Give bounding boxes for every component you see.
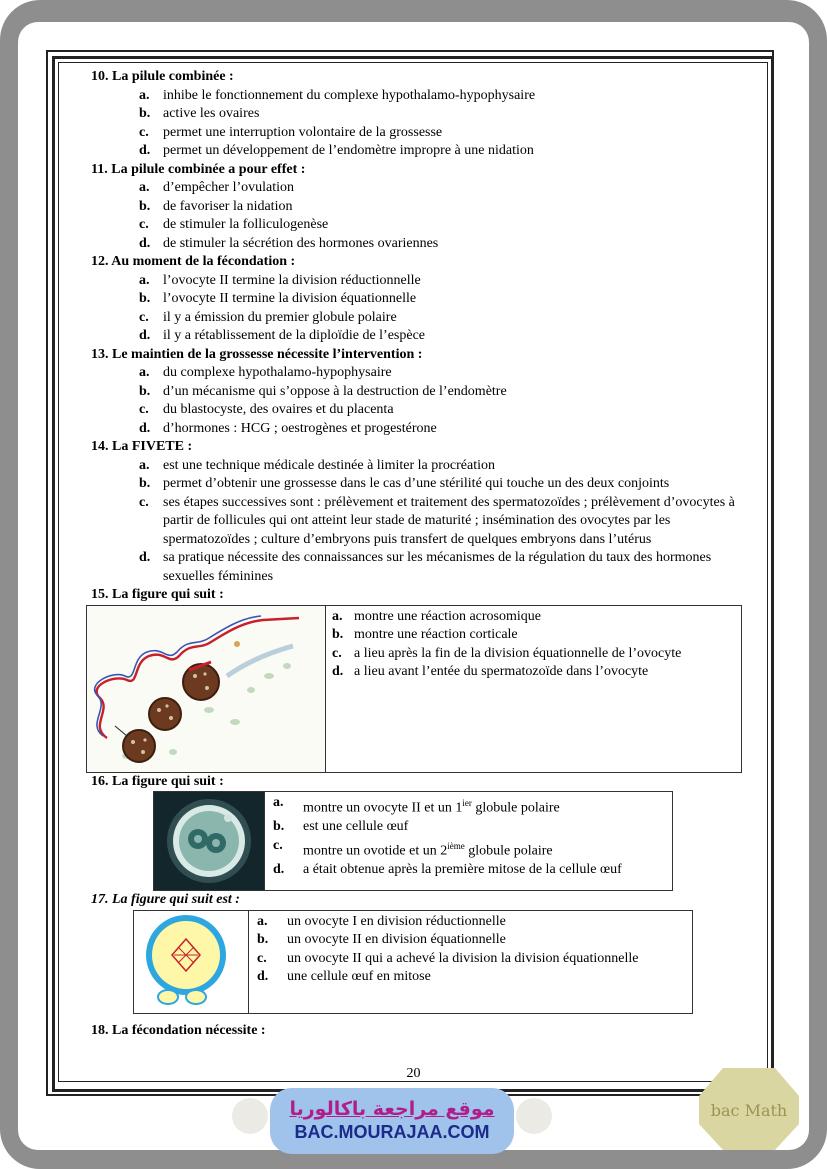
q15-option-text: a lieu avant l’entée du spermatozoïde dans l’ovocyte xyxy=(354,664,649,679)
q16-option-text: est une cellule œuf xyxy=(303,819,409,835)
question-option[interactable] xyxy=(91,327,751,346)
option-text: est une technique médicale destinée à limiter la procréation xyxy=(163,457,495,473)
option-text: du blastocyste, des ovaires et du placenta xyxy=(163,402,394,417)
q15-figure-box xyxy=(86,605,742,773)
q17-option[interactable] xyxy=(257,913,686,932)
q17-option-letter: d. xyxy=(257,969,269,984)
question-option[interactable] xyxy=(91,383,751,402)
q16-option-text: a était obtenue après la première mitose de la cellule œuf xyxy=(303,861,622,877)
q16-figure-box xyxy=(153,791,673,891)
badge-text: bac Math xyxy=(710,1101,788,1120)
option-text: permet d’obtenir une grossesse dans le cas d’une stérilité qui touche un des deux conjoints xyxy=(163,476,670,491)
fertilization-illustration xyxy=(87,606,325,772)
q17-option[interactable] xyxy=(257,950,686,969)
q17-option-letter: a. xyxy=(257,913,268,929)
q15-option[interactable] xyxy=(332,645,735,664)
option-text: du complexe hypothalamo-hypophysaire xyxy=(163,365,392,380)
q17-option-text: une cellule œuf en mitose xyxy=(287,969,431,984)
q16-a-text-end: globule polaire xyxy=(471,800,560,816)
page-number: 20 xyxy=(406,1066,421,1081)
q17-option-letter: b. xyxy=(257,932,269,947)
q16-option-d[interactable] xyxy=(273,861,666,880)
option-letter: c. xyxy=(139,494,149,510)
q16-title: 16. La figure qui suit : xyxy=(91,773,224,789)
option-letter: b. xyxy=(139,106,151,121)
q17-option-text: un ovocyte II qui a achevé la division la division équationnelle xyxy=(287,950,639,966)
q16-option-c[interactable] xyxy=(273,837,666,861)
question-option[interactable] xyxy=(91,142,751,161)
q15-option-letter: c. xyxy=(332,645,342,661)
q16-option-letter: d. xyxy=(273,861,285,877)
option-text: d’empêcher l’ovulation xyxy=(163,180,295,195)
q16-a-sup: ier xyxy=(462,798,472,808)
q17-option-letter: c. xyxy=(257,950,267,966)
question-option[interactable] xyxy=(91,364,751,383)
option-text: permet un développement de l’endomètre impropre à une nidation xyxy=(163,143,534,158)
option-text: l’ovocyte II termine la division équationnelle xyxy=(163,291,417,306)
option-letter: d. xyxy=(139,143,151,158)
option-letter: a. xyxy=(139,180,150,195)
option-letter: d. xyxy=(139,235,151,251)
q16-options xyxy=(265,792,672,890)
option-letter: b. xyxy=(139,476,151,491)
option-text: inhibe le fonctionnement du complexe hypothalamo-hypophysaire xyxy=(163,87,536,103)
q16-figure xyxy=(154,792,265,890)
bac-math-badge xyxy=(697,1066,801,1152)
question-option[interactable] xyxy=(91,457,751,476)
option-text: de stimuler la folliculogenèse xyxy=(163,217,329,232)
option-letter: b. xyxy=(139,291,151,306)
option-letter: d. xyxy=(139,550,151,565)
option-text: permet une interruption volontaire de la grossesse xyxy=(163,124,443,140)
option-letter: a. xyxy=(139,87,150,103)
option-text: d’un mécanisme qui s’oppose à la destruction de l’endomètre xyxy=(163,383,507,399)
q17-option[interactable] xyxy=(257,931,686,950)
option-letter: d. xyxy=(139,328,151,343)
q15-figure xyxy=(87,606,326,772)
q17-figure-box xyxy=(133,910,693,1014)
option-letter: c. xyxy=(139,309,149,325)
q17-figure xyxy=(134,911,249,1013)
question-title: 13. Le maintien de la grossesse nécessite l’intervention : xyxy=(91,346,423,362)
q15-option-letter: b. xyxy=(332,627,344,642)
question-option[interactable] xyxy=(91,549,751,586)
option-letter: a. xyxy=(139,272,150,288)
site-banner-url[interactable]: BAC.MOURAJAA.COM xyxy=(294,1122,490,1142)
question-option[interactable] xyxy=(91,309,751,328)
q16-option-b[interactable] xyxy=(273,818,666,837)
q16-a-text: montre un ovocyte II et un 1 xyxy=(303,800,463,816)
option-letter: c. xyxy=(139,217,149,232)
q17-option[interactable] xyxy=(257,968,686,987)
q16-option-letter: a. xyxy=(273,795,284,810)
q15-option-text: montre une réaction acrosomique xyxy=(354,608,541,624)
question-option[interactable] xyxy=(91,105,751,124)
q17-option-text: un ovocyte II en division équationnelle xyxy=(287,932,506,947)
question-option[interactable] xyxy=(91,272,751,291)
q17-options xyxy=(249,911,692,1013)
site-banner[interactable] xyxy=(270,1088,514,1154)
question-option[interactable] xyxy=(91,420,751,439)
option-text: de stimuler la sécrétion des hormones ovariennes xyxy=(163,235,439,251)
q15-option[interactable] xyxy=(332,663,735,682)
question-option[interactable] xyxy=(91,401,751,420)
option-text: il y a rétablissement de la diploïdie de l’espèce xyxy=(163,328,426,343)
q17-title: 17. La figure qui suit est : xyxy=(91,892,240,907)
option-text: de favoriser la nidation xyxy=(163,198,293,214)
site-logo-right xyxy=(516,1098,552,1134)
option-letter: d. xyxy=(139,420,151,436)
q15-option-letter: d. xyxy=(332,664,344,679)
question-title: 10. La pilule combinée : xyxy=(91,69,234,84)
q16-option-text xyxy=(303,837,553,861)
option-letter: b. xyxy=(139,198,151,214)
option-text: active les ovaires xyxy=(163,106,260,121)
option-text: il y a émission du premier globule polaire xyxy=(163,309,397,325)
q15-option-text: montre une réaction corticale xyxy=(354,627,518,642)
q16-option-letter: c. xyxy=(273,837,283,853)
option-letter: c. xyxy=(139,402,149,417)
q17-option-text: un ovocyte I en division réductionnelle xyxy=(287,913,506,929)
q16-c-text: montre un ovotide et un 2 xyxy=(303,843,448,859)
question-option[interactable] xyxy=(91,179,751,198)
q15-option-text: a lieu après la fin de la division équationnelle de l’ovocyte xyxy=(354,645,682,661)
option-letter: b. xyxy=(139,383,151,399)
q16-c-text-end: globule polaire xyxy=(464,843,553,859)
q16-option-letter: b. xyxy=(273,819,285,835)
q16-option-a[interactable] xyxy=(273,794,666,818)
q16-option-text xyxy=(303,794,560,818)
option-text: d’hormones : HCG ; oestrogènes et progestérone xyxy=(163,420,437,436)
q15-option-letter: a. xyxy=(332,608,343,624)
q15-title: 15. La figure qui suit : xyxy=(91,587,224,602)
q15-option[interactable] xyxy=(332,626,735,645)
question-option[interactable] xyxy=(91,124,751,143)
question-option[interactable] xyxy=(91,494,751,550)
option-letter: a. xyxy=(139,457,150,473)
question-title: 14. La FIVETE : xyxy=(91,439,193,454)
meiosis-diagram xyxy=(134,911,248,1013)
site-banner-arabic[interactable]: موقع مراجعة باكالوريا xyxy=(289,1098,495,1120)
option-text: l’ovocyte II termine la division réductionnelle xyxy=(163,272,421,288)
egg-cell-photo xyxy=(154,792,264,890)
q15-option[interactable] xyxy=(332,608,735,627)
question-title: 11. La pilule combinée a pour effet : xyxy=(91,161,306,177)
question-option[interactable] xyxy=(91,290,751,309)
option-letter: a. xyxy=(139,365,150,380)
exam-content xyxy=(91,68,751,1040)
q15-options xyxy=(326,606,741,772)
q16-c-sup: ième xyxy=(447,840,465,851)
option-text: sa pratique nécessite des connaissances sur les mécanismes de la régulation du taux des hormones sexuelles féminines xyxy=(163,550,712,584)
option-letter: c. xyxy=(139,124,149,140)
question-option[interactable] xyxy=(91,475,751,494)
question-list xyxy=(91,68,751,586)
question-option[interactable] xyxy=(91,235,751,254)
question-option[interactable] xyxy=(91,216,751,235)
option-text: ses étapes successives sont : prélèvement et traitement des spermatozoïdes ; prélèvement d’ovocytes à partir de follicules qui ont atteint leur stade de maturité ; insémination des ovocytes par les spermatozoïdes ; culture d’embryons puis transfert de quelques embryons dans l’utérus xyxy=(163,494,735,547)
site-logo-left xyxy=(232,1098,268,1134)
q18-title: 18. La fécondation nécessite : xyxy=(91,1022,266,1038)
question-option[interactable] xyxy=(91,87,751,106)
question-option[interactable] xyxy=(91,198,751,217)
question-title: 12. Au moment de la fécondation : xyxy=(91,254,296,269)
